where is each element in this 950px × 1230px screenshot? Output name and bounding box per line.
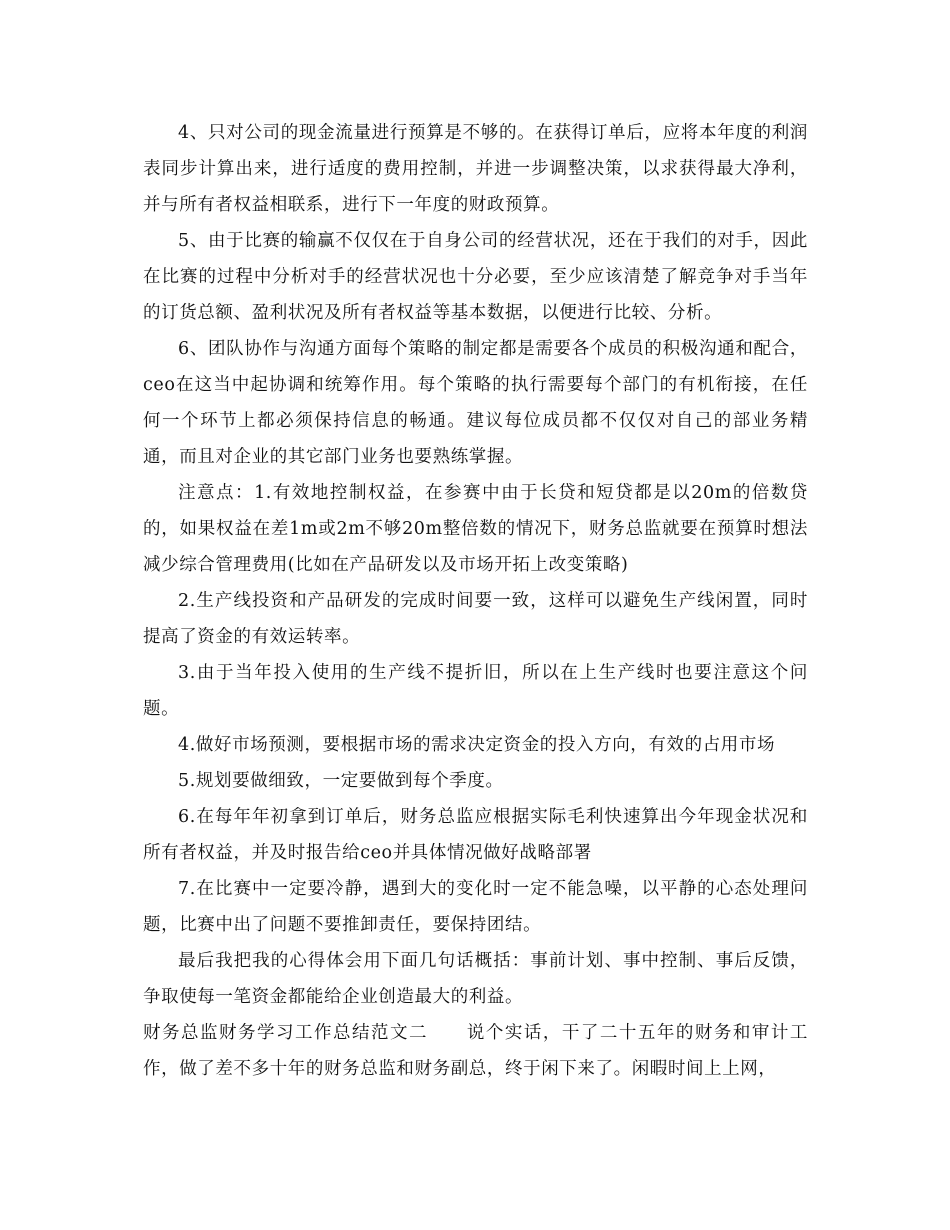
paragraph-notes-4: 4.做好市场预测，要根据市场的需求决定资金的投入方向，有效的占用市场 xyxy=(178,735,776,755)
paragraph-notes-7: 7.在比赛中一定要冷静，遇到大的变化时一定不能急噪，以平静的心态处理问题，比赛中出了问题不要推卸责任，要保持团结。 xyxy=(143,879,808,935)
document-body xyxy=(143,115,808,1087)
paragraph-4-cash-budget: 4、只对公司的现金流量进行预算是不够的。在获得订单后，应将本年度的利润表同步计算出来，进行适度的费用控制，并进一步调整决策，以求获得最大净利，并与所有者权益相联系，进行下一年度的财政预算。 xyxy=(143,123,808,215)
paragraph-notes-6: 6.在每年年初拿到订单后，财务总监应根据实际毛利快速算出今年现金状况和所有者权益，并及时报告给ceo并具体情况做好战略部署 xyxy=(143,807,808,863)
paragraph-notes-3: 3.由于当年投入使用的生产线不提折旧，所以在上生产线时也要注意这个问题。 xyxy=(143,663,808,719)
paragraph-5-competitor-analysis: 5、由于比赛的输赢不仅仅在于自身公司的经营状况，还在于我们的对手，因此在比赛的过程中分析对手的经营状况也十分必要，至少应该清楚了解竞争对手当年的订货总额、盈利状况及所有者权益等基本数据，以便进行比较、分析。 xyxy=(143,231,808,323)
paragraph-notes-5: 5.规划要做细致，一定要做到每个季度。 xyxy=(178,771,504,791)
paragraph-summary: 最后我把我的心得体会用下面几句话概括：事前计划、事中控制、事后反馈，争取使每一笔资金都能给企业创造最大的利益。 xyxy=(143,951,808,1007)
paragraph-notes-1: 注意点：1.有效地控制权益，在参赛中由于长贷和短贷都是以20m的倍数贷的，如果权益在差1m或2m不够20m整倍数的情况下，财务总监就要在预算时想法减少综合管理费用(比如在产品研发以及市场开拓上改变策略) xyxy=(143,483,808,575)
section-body: 说个实话，干了二十五年的财务和审计工作，做了差不多十年的财务总监和财务副总，终于闲下来了。闲暇时间上上网， xyxy=(143,1023,808,1079)
paragraph-6-teamwork: 6、团队协作与沟通方面每个策略的制定都是需要各个成员的积极沟通和配合，ceo在这当中起协调和统筹作用。每个策略的执行需要每个部门的有机衔接，在任何一个环节上都必须保持信息的畅通。建议每位成员都不仅仅对自己的部业务精通，而且对企业的其它部门业务也要熟练掌握。 xyxy=(143,339,808,467)
paragraph-notes-2: 2.生产线投资和产品研发的完成时间要一致，这样可以避免生产线闲置，同时提高了资金的有效运转率。 xyxy=(143,591,808,647)
section-title: 财务总监财务学习工作总结范文二 xyxy=(143,1023,428,1043)
section-two-paragraph xyxy=(143,1015,808,1087)
